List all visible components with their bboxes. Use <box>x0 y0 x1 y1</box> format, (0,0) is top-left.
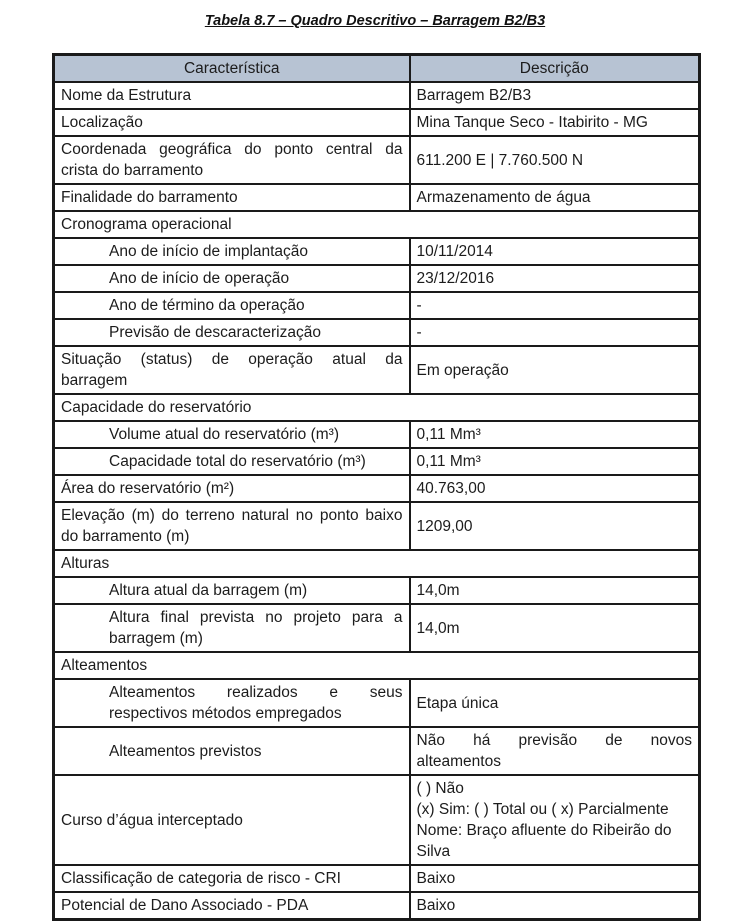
table-row <box>54 319 700 346</box>
characteristic-cell: Ano de início de operação <box>54 265 410 292</box>
description-cell: Mina Tanque Seco - Itabirito - MG <box>410 109 700 136</box>
column-header-caracteristica: Característica <box>54 55 410 83</box>
table-row <box>54 502 700 550</box>
text-line: Coordenada geográfica do ponto central da <box>61 141 403 158</box>
description-cell: 1209,00 <box>410 502 700 550</box>
table-row <box>54 109 700 136</box>
document-page <box>0 13 750 921</box>
characteristic-cell: Previsão de descaracterização <box>54 319 410 346</box>
description-cell: 611.200 E | 7.760.500 N <box>410 136 700 184</box>
text-line: barragem (m) <box>109 630 203 647</box>
table-row <box>54 136 700 184</box>
characteristic-cell: Ano de término da operação <box>54 292 410 319</box>
text-line: alteamentos <box>416 753 501 770</box>
description-cell: Em operação <box>410 346 700 394</box>
section-label: Cronograma operacional <box>54 211 700 238</box>
text-line: respectivos métodos empregados <box>109 705 342 722</box>
description-cell: 0,11 Mm³ <box>410 448 700 475</box>
characteristic-cell: Altura atual da barragem (m) <box>54 577 410 604</box>
characteristic-cell: Área do reservatório (m²) <box>54 475 410 502</box>
description-cell: 14,0m <box>410 577 700 604</box>
section-row <box>54 652 700 679</box>
table-row <box>54 775 700 865</box>
description-cell <box>410 775 700 865</box>
page-title: Tabela 8.7 – Quadro Descritivo – Barragem B2/B3 <box>204 13 546 29</box>
characteristic-cell: Finalidade do barramento <box>54 184 410 211</box>
table-row <box>54 448 700 475</box>
table-row <box>54 727 700 775</box>
description-cell: Baixo <box>410 892 700 920</box>
characteristic-cell <box>54 679 410 727</box>
section-row <box>54 550 700 577</box>
text-line: Altura final prevista no projeto para a <box>109 609 403 626</box>
text-line: Não há previsão de novos <box>416 732 692 749</box>
characteristic-cell: Capacidade total do reservatório (m³) <box>54 448 410 475</box>
characteristic-cell: Potencial de Dano Associado - PDA <box>54 892 410 920</box>
table-row <box>54 421 700 448</box>
text-line: Elevação (m) do terreno natural no ponto baixo <box>61 507 403 524</box>
characteristic-cell <box>54 502 410 550</box>
text-line: Nome: Braço afluente do Ribeirão do <box>416 822 672 839</box>
header-row <box>54 55 700 83</box>
description-cell <box>410 727 700 775</box>
description-cell: Baixo <box>410 865 700 892</box>
description-cell: - <box>410 292 700 319</box>
text-line: crista do barramento <box>61 162 204 179</box>
table-row <box>54 292 700 319</box>
characteristic-cell <box>54 346 410 394</box>
text-line: barragem <box>61 372 128 389</box>
characteristic-cell: Localização <box>54 109 410 136</box>
table-row <box>54 865 700 892</box>
description-cell: 14,0m <box>410 604 700 652</box>
text-line: (x) Sim: ( ) Total ou ( x) Parcialmente <box>416 801 669 818</box>
table-row <box>54 346 700 394</box>
text-line: Alteamentos realizados e seus <box>109 684 403 701</box>
characteristic-cell: Classificação de categoria de risco - CRI <box>54 865 410 892</box>
description-cell: Etapa única <box>410 679 700 727</box>
section-row <box>54 394 700 421</box>
text-line: do barramento (m) <box>61 528 190 545</box>
section-label: Alteamentos <box>54 652 700 679</box>
characteristic-cell <box>54 136 410 184</box>
text-line: ( ) Não <box>416 780 464 797</box>
characteristic-cell: Nome da Estrutura <box>54 82 410 109</box>
description-cell: 10/11/2014 <box>410 238 700 265</box>
characteristic-cell <box>54 604 410 652</box>
description-cell: Barragem B2/B3 <box>410 82 700 109</box>
table-row <box>54 475 700 502</box>
text-line: Situação (status) de operação atual da <box>61 351 403 368</box>
description-cell: Armazenamento de água <box>410 184 700 211</box>
table-body <box>54 82 700 920</box>
table-row <box>54 184 700 211</box>
characteristic-cell: Volume atual do reservatório (m³) <box>54 421 410 448</box>
description-cell: 40.763,00 <box>410 475 700 502</box>
descriptive-table <box>52 53 701 921</box>
table-row <box>54 265 700 292</box>
description-cell: 23/12/2016 <box>410 265 700 292</box>
column-header-descricao: Descrição <box>410 55 700 83</box>
text-line: Silva <box>416 843 451 860</box>
description-cell: - <box>410 319 700 346</box>
section-row <box>54 211 700 238</box>
section-label: Capacidade do reservatório <box>54 394 700 421</box>
table-row <box>54 238 700 265</box>
table-row <box>54 604 700 652</box>
table-row <box>54 577 700 604</box>
table-row <box>54 892 700 920</box>
characteristic-cell: Curso d’água interceptado <box>54 775 410 865</box>
table-row <box>54 82 700 109</box>
section-label: Alturas <box>54 550 700 577</box>
characteristic-cell: Alteamentos previstos <box>54 727 410 775</box>
description-cell: 0,11 Mm³ <box>410 421 700 448</box>
table-row <box>54 679 700 727</box>
characteristic-cell: Ano de início de implantação <box>54 238 410 265</box>
